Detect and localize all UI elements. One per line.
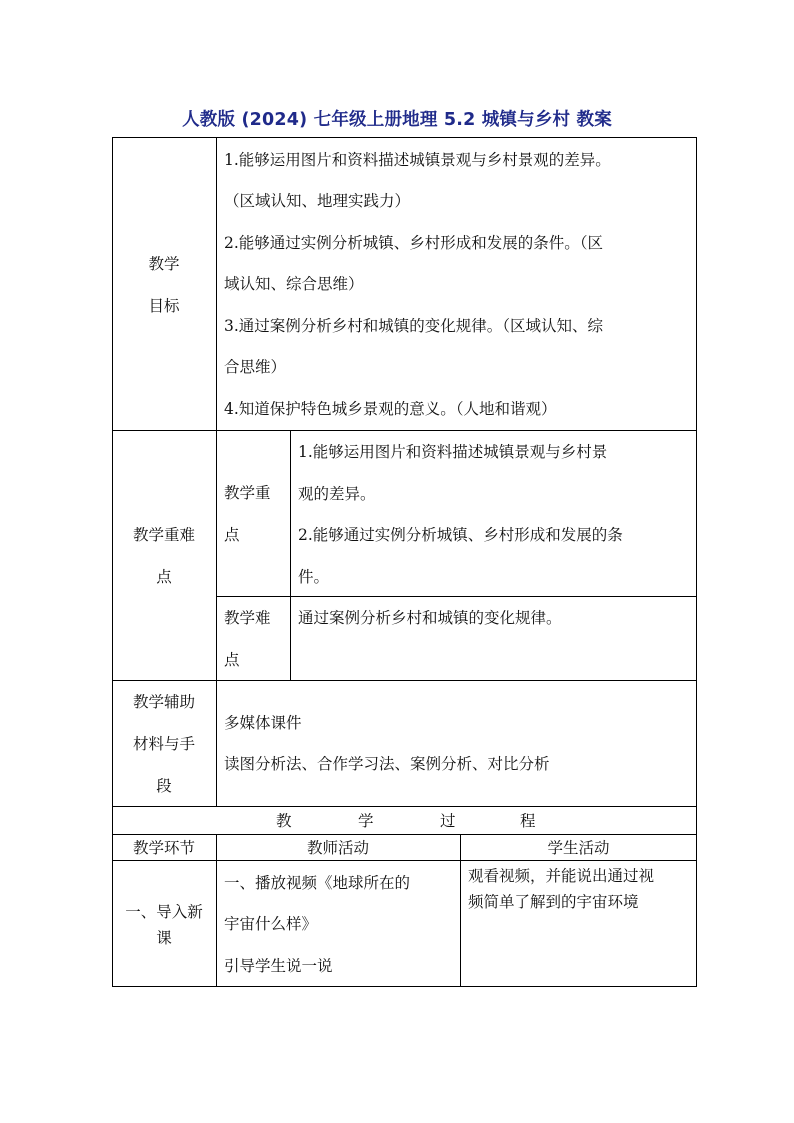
col-divider-sublabel xyxy=(290,430,291,680)
goal-line-2: （区域认知、地理实践力） xyxy=(224,192,411,210)
process-heading-char-2: 学 xyxy=(358,812,374,830)
goal-line-3: 2.能够通过实例分析城镇、乡村形成和发展的条件。（区 xyxy=(224,234,604,252)
focus-line-4: 件。 xyxy=(298,568,330,586)
teacher-activity-line-1: 一、播放视频《地球所在的 xyxy=(224,874,411,892)
row-divider-process-heading xyxy=(112,834,697,835)
row-divider-focus xyxy=(216,596,697,597)
goal-line-7: 4.知道保护特色城乡景观的意义。（人地和谐观） xyxy=(224,400,557,418)
focus-label: 教学重 点 xyxy=(224,484,271,544)
col-header-stage: 教学环节 xyxy=(132,839,195,857)
col-header-teacher: 教师活动 xyxy=(306,839,369,857)
goal-line-6: 合思维） xyxy=(224,358,287,376)
student-activity-line-2: 频简单了解到的宇宙环境 xyxy=(468,893,639,911)
aids-line-1: 多媒体课件 xyxy=(224,714,302,732)
difficulty-label: 教学难 点 xyxy=(224,609,271,669)
difficulty-text: 通过案例分析乡村和城镇的变化规律。 xyxy=(298,609,562,627)
process-heading-char-4: 程 xyxy=(520,812,536,830)
row-divider-process-columns xyxy=(112,860,697,861)
goals-label: 教学 目标 xyxy=(148,255,180,315)
stage-intro: 一、导入新 课 xyxy=(125,903,203,947)
col-divider-label xyxy=(216,137,217,806)
student-activity-line-1: 观看视频，并能说出通过视 xyxy=(468,867,655,885)
teacher-activity-line-3: 引导学生说一说 xyxy=(224,957,333,975)
keypoints-label: 教学重难 点 xyxy=(132,526,195,586)
goal-line-1: 1.能够运用图片和资料描述城镇景观与乡村景观的差异。 xyxy=(224,151,611,169)
focus-line-2: 观的差异。 xyxy=(298,485,376,503)
row-divider-keypoints xyxy=(112,680,697,681)
focus-line-1: 1.能够运用图片和资料描述城镇景观与乡村景 xyxy=(298,443,608,461)
col-header-student: 学生活动 xyxy=(547,839,610,857)
row-divider-aids xyxy=(112,806,697,807)
aids-line-2: 读图分析法、合作学习法、案例分析、对比分析 xyxy=(224,755,550,773)
goal-line-5: 3.通过案例分析乡村和城镇的变化规律。（区域认知、综 xyxy=(224,317,604,335)
process-heading-char-1: 教 xyxy=(276,812,292,830)
teacher-activity-line-2: 宇宙什么样》 xyxy=(224,915,318,933)
process-heading-char-3: 过 xyxy=(440,812,456,830)
row-divider-goals xyxy=(112,430,697,431)
document-title: 人教版 (2024) 七年级上册地理 5.2 城镇与乡村 教案 xyxy=(182,110,612,130)
goal-line-4: 域认知、综合思维） xyxy=(224,275,364,293)
focus-line-3: 2.能够通过实例分析城镇、乡村形成和发展的条 xyxy=(298,526,623,544)
aids-label: 教学辅助 材料与手 段 xyxy=(132,693,195,795)
